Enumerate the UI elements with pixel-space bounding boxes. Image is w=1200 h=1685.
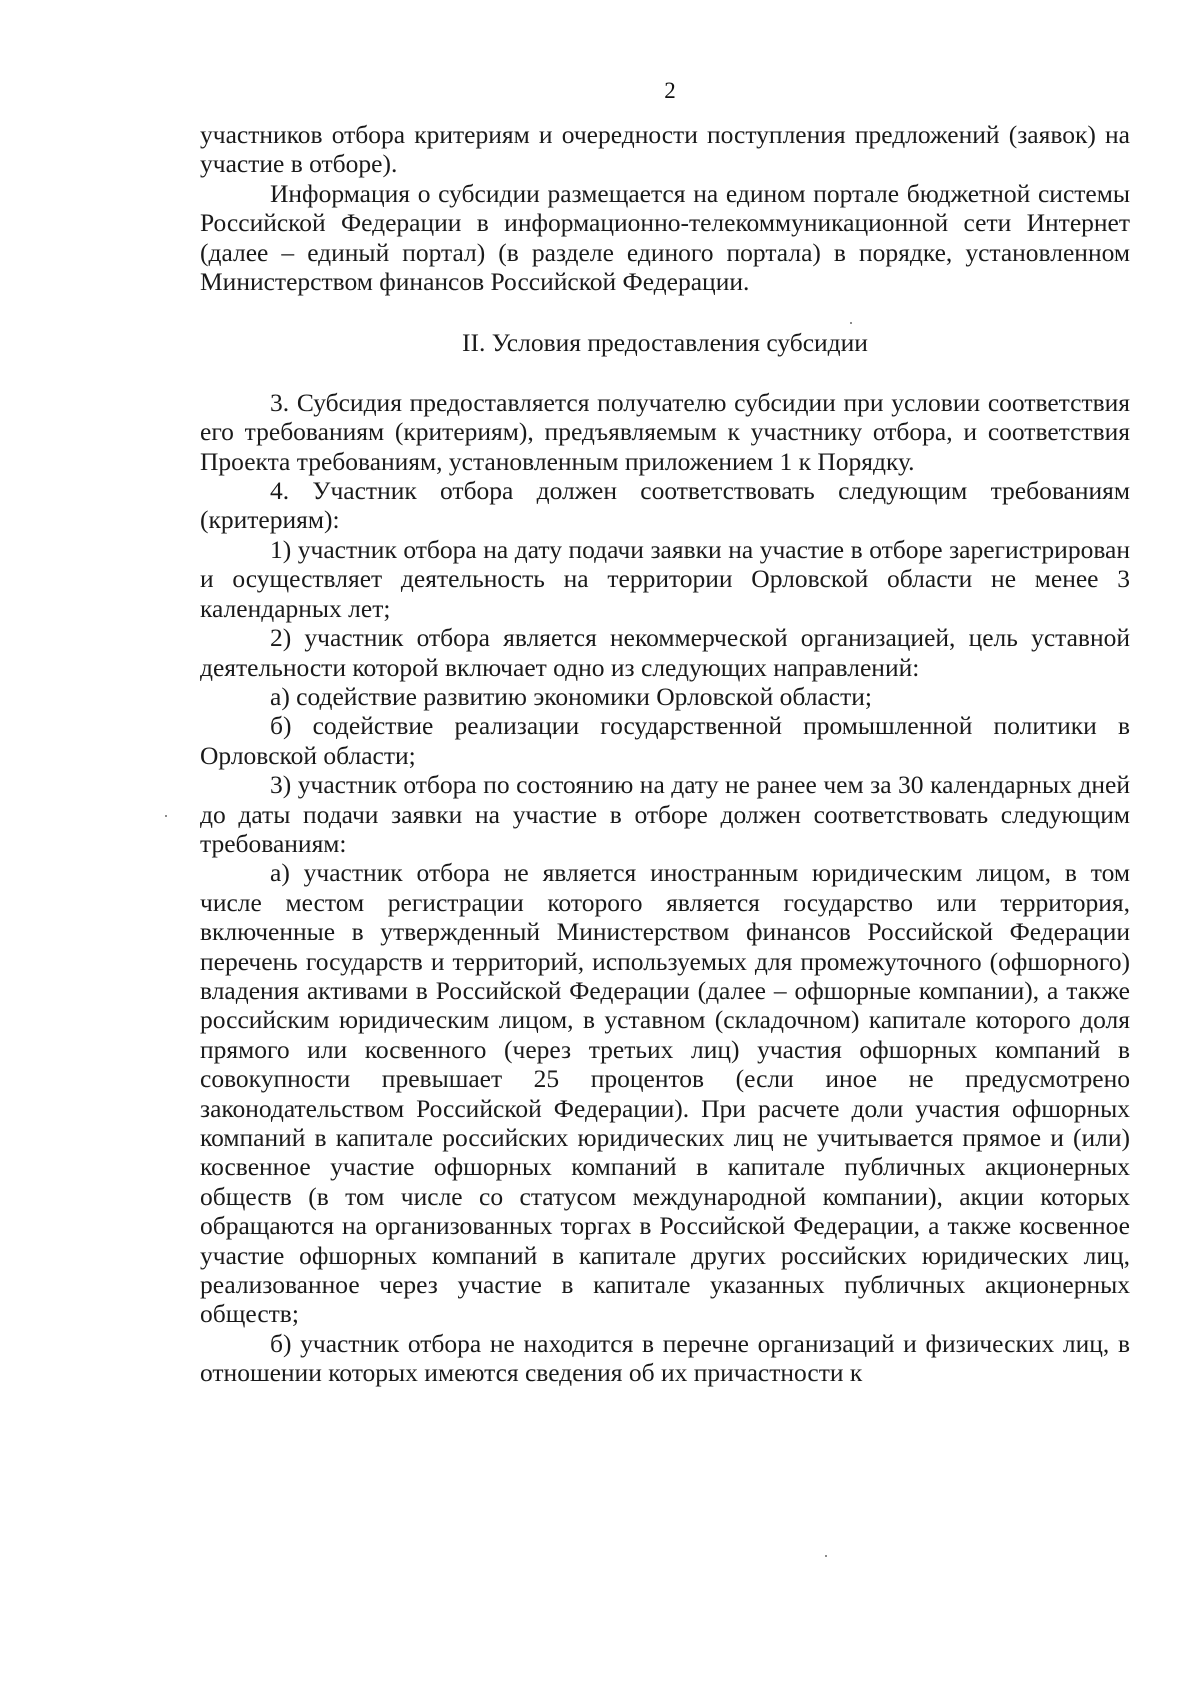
- paragraph-subitem-3: 3) участник отбора по состоянию на дату не ранее чем за 30 календарных дней до даты подачи заявки на участие в отборе должен соответствовать следующим требованиям:: [200, 770, 1130, 858]
- paragraph-subsidy-info: Информация о субсидии размещается на едином портале бюджетной системы Российской Федерации в информационно-телекоммуникационной сети Интернет (далее – единый портал) (в разделе единого портала) в порядке, установленном Министерством финансов Российской Федерации.: [200, 178, 1130, 297]
- paragraph-item-3: 3. Субсидия предоставляется получателю субсидии при условии соответствия его требованиям (критериям), предъявляемым к участнику отбора, и соответствия Проекта требованиям, установленным приложением 1 к Порядку.: [200, 387, 1130, 476]
- paragraph-subitem-1: 1) участник отбора на дату подачи заявки на участие в отборе зарегистрирован и осуществляет деятельность на территории Орловской области не менее 3 календарных лет;: [200, 534, 1130, 623]
- paragraph-item-4: 4. Участник отбора должен соответствовать следующим требованиям (критериям):: [200, 476, 1130, 535]
- section-heading: II. Условия предоставления субсидии: [462, 328, 868, 358]
- paragraph-continuation: участников отбора критериям и очередности поступления предложений (заявок) на участие в отборе).: [200, 120, 1130, 179]
- scan-speck: [165, 815, 167, 817]
- paragraph-subitem-3b: б) участник отбора не находится в перечне организаций и физических лиц, в отношении которых имеются сведения об их причастности к: [200, 1328, 1130, 1388]
- document-body: [200, 120, 1130, 1388]
- scan-speck: [850, 322, 852, 324]
- page-number: 2: [664, 78, 676, 103]
- paragraph-subitem-2b: б) содействие реализации государственной промышленной политики в Орловской области;: [200, 711, 1130, 770]
- paragraph-subitem-3a: а) участник отбора не является иностранным юридическим лицом, в том числе местом регистрации которого является государство или территория, включенные в утвержденный Министерством финансов Российской Федерации перечень государств и территорий, используемых для промежуточного (офшорного) владения активами в Российской Федерации (далее – офшорные компании), а также российским юридическим лицом, в уставном (складочном) капитале которого доля прямого или косвенного (через третьих лиц) участия офшорных компаний в совокупности превышает 25 процентов (если иное не предусмотрено законодательством Российской Федерации). При расчете доли участия офшорных компаний в капитале российских юридических лиц не учитывается прямое и (или) косвенное участие офшорных компаний в капитале публичных акционерных обществ (в том числе со статусом международной компании), акции которых обращаются на организованных торгах в Российской Федерации, а также косвенное участие офшорных компаний в капитале других российских юридических лиц, реализованное через участие в капитале указанных публичных акционерных обществ;: [200, 858, 1130, 1329]
- paragraph-subitem-2a: а) содействие развитию экономики Орловской области;: [270, 681, 872, 711]
- scan-speck: [825, 1555, 827, 1557]
- paragraph-subitem-2: 2) участник отбора является некоммерческой организацией, цель уставной деятельности которой включает одно из следующих направлений:: [200, 623, 1130, 682]
